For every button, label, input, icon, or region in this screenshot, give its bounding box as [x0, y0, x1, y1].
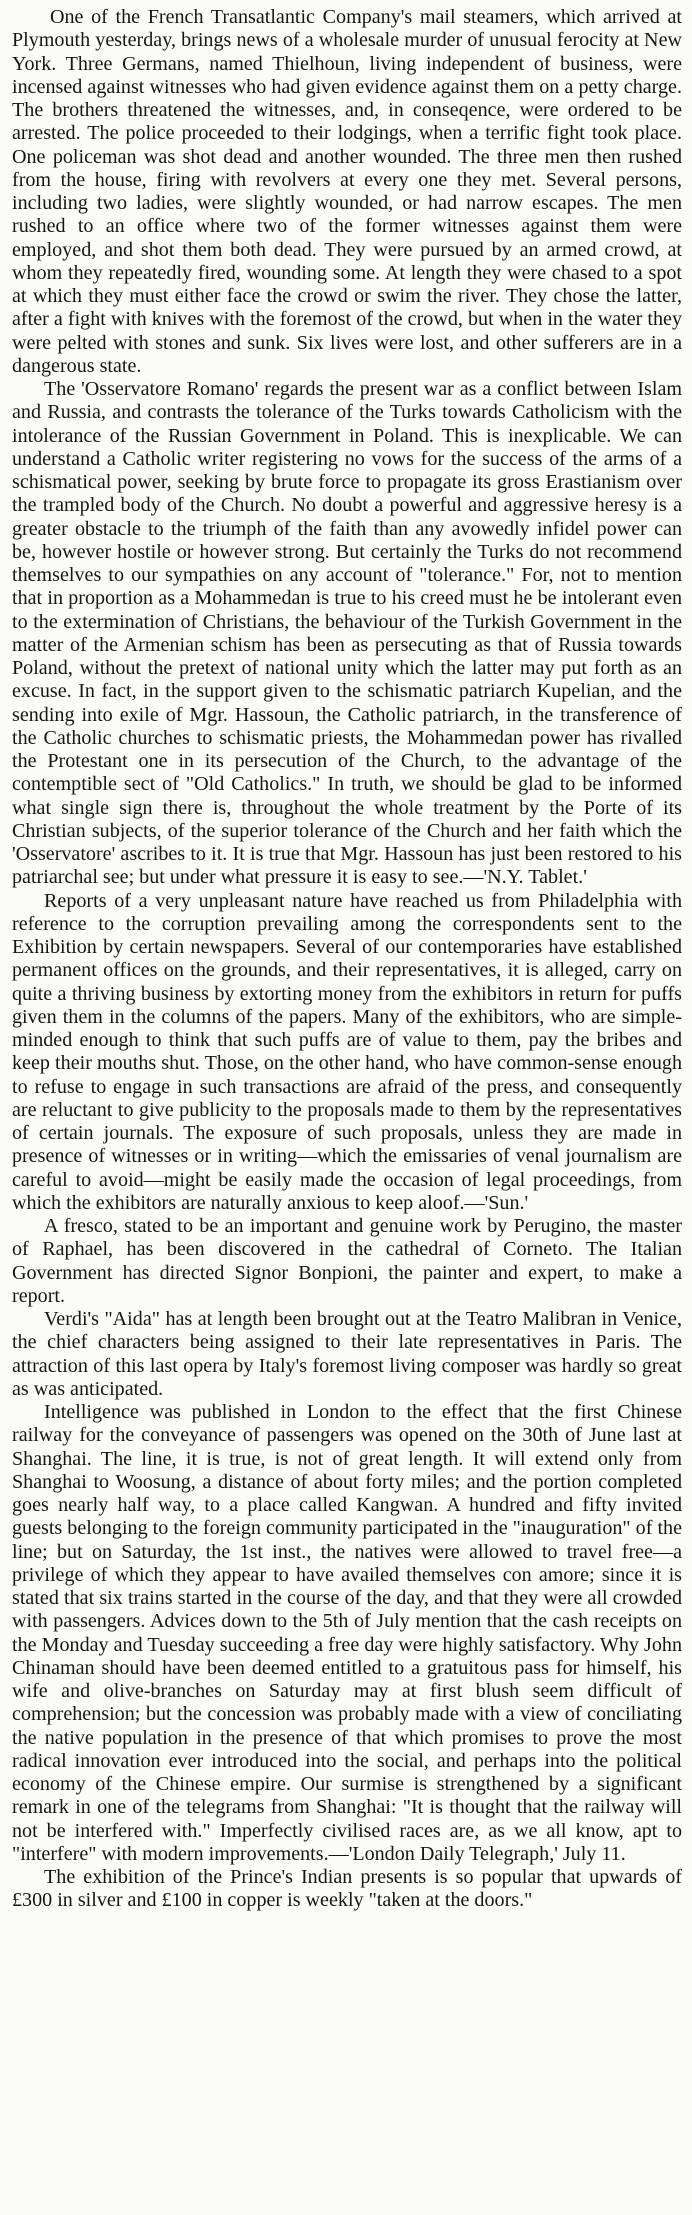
article-paragraph-perugino-fresco: A fresco, stated to be an important and genuine work by Perugino, the master of Raphael, has been discovered in the cathedral of Corneto. The Italian Government has directed Signor Bonpioni, the painter and expert, to make a report.: [12, 1215, 682, 1307]
article-paragraph-philadelphia-exhibition: Reports of a very unpleasant nature have reached us from Philadelphia with reference to the corruption prevailing among the correspondents sent to the Exhibition by certain newspapers. Several of our contemporaries have established permanent offices on the grounds, and their representatives, it is alleged, carry on quite a thriving business by extorting money from the exhibitors in return for puffs given them in the columns of the papers. Many of the exhibitors, who are simple-minded enough to think that such puffs are of value to them, pay the bribes and keep their mouths shut. Those, on the other hand, who have common-sense enough to refuse to engage in such transactions are afraid of the press, and consequently are reluctant to give publicity to the proposals made to them by the representatives of certain journals. The exposure of such proposals, unless they are made in presence of witnesses or in writing—which the emissaries of venal journalism are careful to avoid—might be easily made the occasion of legal proceedings, from which the exhibitors are naturally anxious to keep aloof.—'Sun.': [12, 889, 682, 1214]
article-paragraph-chinese-railway: Intelligence was published in London to the effect that the first Chinese railway for the conveyance of passengers was opened on the 30th of June last at Shanghai. The line, it is true, is not of great length. It will extend only from Shanghai to Woosung, a distance of about forty miles; and the portion completed goes nearly half way, to a place called Kangwan. A hundred and fifty invited guests belonging to the foreign community participated in the "inauguration" of the line; but on Saturday, the 1st inst., the natives were allowed to travel free—a privilege of which they appear to have availed themselves con amore; since it is stated that six trains started in the course of the day, and that they were all crowded with passengers. Advices down to the 5th of July mention that the cash receipts on the Monday and Tuesday succeeding a free day were highly satisfactory. Why John Chinaman should have been deemed entitled to a gratuitous pass for himself, his wife and olive-branches on Saturday may at first blush seem difficult of comprehension; but the concession was probably made with a view of conciliating the native population in the presence of that which promises to prove the most radical innovation ever introduced into the social, and perhaps into the political economy of the Chinese empire. Our surmise is strengthened by a significant remark in one of the telegrams from Shanghai: "It is thought that the railway will not be interfered with." Imperfectly civilised races are, as we all know, apt to "interfere" with modern improvements.—'London Daily Telegraph,' July 11.: [12, 1401, 682, 1865]
article-paragraph-new-york-murder: One of the French Transatlantic Company's mail steamers, which arrived at Plymouth yesterday, brings news of a wholesale murder of unusual ferocity at New York. Three Germans, named Thielhoun, living independent of business, were incensed against witnesses who had given evidence against them on a petty charge. The brothers threatened the witnesses, and, in conseqence, were ordered to be arrested. The police proceeded to their lodgings, when a terrific fight took place. One policeman was shot dead and another wounded. The three men then rushed from the house, firing with revolvers at every one they met. Several persons, including two ladies, were slightly wounded, or had narrow escapes. The men rushed to an office where two of the former witnesses against them were employed, and shot them both dead. They were pursued by an armed crowd, at whom they repeatedly fired, wounding some. At length they were chased to a spot at which they must either face the crowd or swim the river. They chose the latter, after a fight with knives with the foremost of the crowd, but when in the water they were pelted with stones and sunk. Six lives were lost, and other sufferers are in a dangerous state.: [12, 6, 682, 377]
article-paragraph-verdi-aida: Verdi's "Aida" has at length been brought out at the Teatro Malibran in Venice, the chief characters being assigned to their late representatives in Paris. The attraction of this last opera by Italy's foremost living composer was hardly so great as was anticipated.: [12, 1308, 682, 1400]
article-paragraph-prince-indian-presents: The exhibition of the Prince's Indian presents is so popular that upwards of £300 in silver and £100 in copper is weekly "taken at the doors.": [12, 1866, 682, 1912]
article-paragraph-osservatore-romano: The 'Osservatore Romano' regards the present war as a conflict between Islam and Russia, and contrasts the tolerance of the Turks towards Catholicism with the intolerance of the Russian Government in Poland. This is inexplicable. We can understand a Catholic writer registering no vows for the success of the arms of a schismatical power, seeking by brute force to propagate its gross Erastianism over the trampled body of the Church. No doubt a powerful and aggressive heresy is a greater obstacle to the triumph of the faith than any avowedly infidel power can be, however hostile or however strong. But certainly the Turks do not recommend themselves to our sympathies on any account of "tolerance." For, not to mention that in proportion as a Mohammedan is true to his creed must he be intolerant even to the extermination of Christians, the behaviour of the Turkish Government in the matter of the Armenian schism has been as persecuting as that of Russia towards Poland, without the pretext of national unity which the latter may put forth as an excuse. In fact, in the support given to the schismatic patriarch Kupelian, and the sending into exile of Mgr. Hassoun, the Catholic patriarch, in the transference of the Catholic churches to schismatic priests, the Mohammedan power has rivalled the Protestant one in its persecution of the Church, to the advantage of the contemptible sect of "Old Catholics." In truth, we should be glad to be informed what single sign there is, throughout the whole treatment by the Porte of its Christian subjects, of the superior tolerance of the Church and her faith which the 'Osservatore' ascribes to it. It is true that Mgr. Hassoun has just been restored to his patriarchal see; but under what pressure it is easy to see.—'N.Y. Tablet.': [12, 378, 682, 889]
